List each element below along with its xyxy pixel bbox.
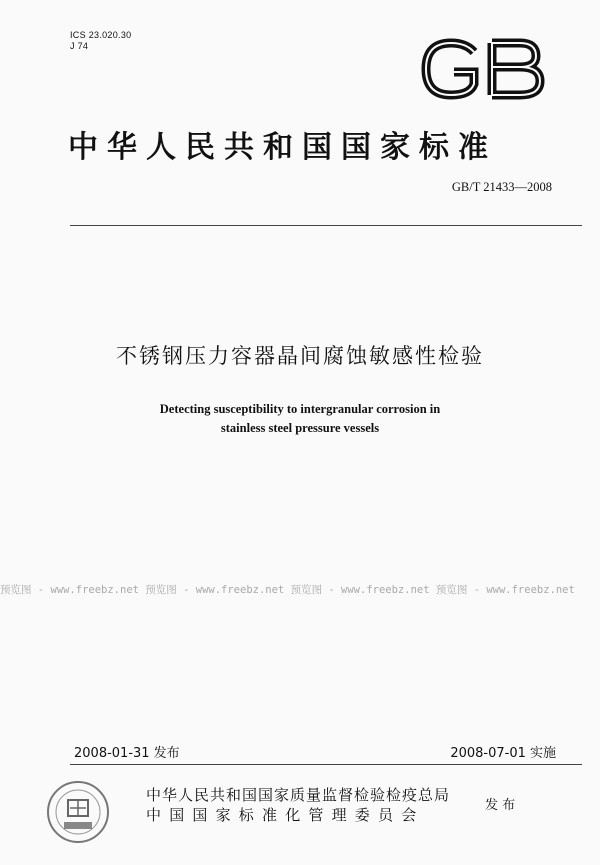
- watermark: 预览图 - www.freebz.net 预览图 - www.freebz.net 预览图 - www.freebz.net 预览图 - www.freebz.net: [0, 584, 575, 596]
- header-divider: [70, 225, 582, 226]
- footer-divider: [70, 764, 582, 765]
- gb-logo: [418, 38, 546, 100]
- issuer-line-1: 中华人民共和国国家质量监督检验检疫总局: [146, 786, 451, 804]
- chinese-title: 不锈钢压力容器晶间腐蚀敏感性检验: [116, 344, 484, 368]
- english-title-line2: stainless steel pressure vessels: [220, 421, 380, 435]
- implement-date: 2008-07-01 实施: [450, 746, 556, 761]
- english-title: [0, 400, 600, 438]
- classification-codes: [70, 30, 131, 52]
- ccs-code: J 74: [70, 41, 89, 51]
- official-seal-stamp: [44, 778, 112, 846]
- organization-title: 中华人民共和国国家标准: [68, 130, 497, 165]
- english-title-line1: Detecting susceptibility to intergranular corrosion in: [159, 402, 441, 416]
- publish-label: 发 布: [485, 798, 516, 813]
- standard-number: GB/T 21433—2008: [451, 180, 552, 194]
- issuer-line-2: 中国国家标准化管理委员会: [146, 806, 425, 824]
- ics-code: ICS 23.020.30: [70, 30, 132, 40]
- issue-date: 2008-01-31 发布: [74, 746, 180, 761]
